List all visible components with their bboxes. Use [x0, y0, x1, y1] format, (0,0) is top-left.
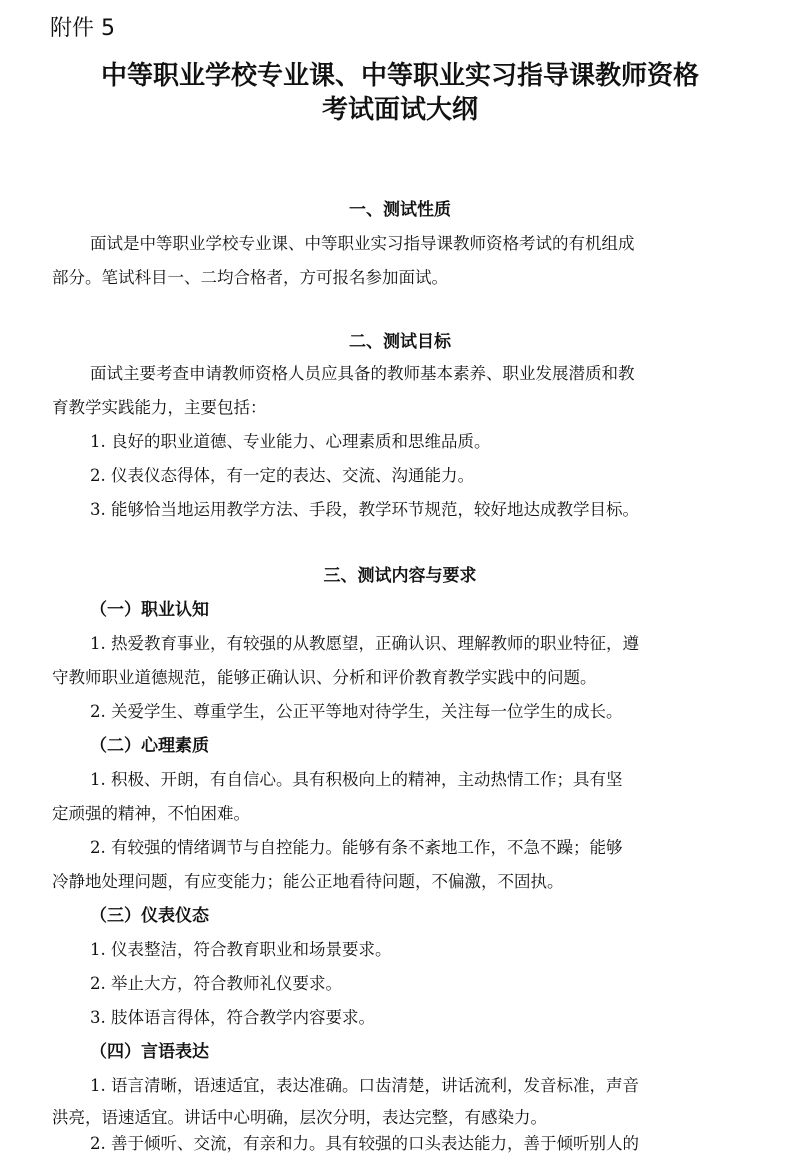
paragraph-line: 洪亮，语速适宜。讲话中心明确，层次分明，表达完整，有感染力。 — [52, 1108, 547, 1127]
paragraph-line: 育教学实践能力，主要包括： — [52, 398, 267, 417]
subsection-heading-appearance: （三）仪表仪态 — [90, 906, 209, 926]
document-title-line-1: 中等职业学校专业课、中等职业实习指导课教师资格 — [100, 61, 699, 91]
subsection-heading-career: （一）职业认知 — [90, 600, 209, 620]
list-item: 1. 仪表整洁，符合教育职业和场景要求。 — [90, 940, 392, 959]
list-item: 2. 举止大方，符合教师礼仪要求。 — [90, 974, 342, 993]
paragraph-line: 定顽强的精神，不怕困难。 — [52, 804, 250, 823]
list-item: 3. 能够恰当地运用教学方法、手段，教学环节规范，较好地达成教学目标。 — [90, 500, 639, 519]
list-item: 3. 肢体语言得体，符合教学内容要求。 — [90, 1008, 375, 1027]
attachment-label: 附件 5 — [50, 16, 115, 41]
section-heading-nature: 一、测试性质 — [349, 200, 451, 220]
subsection-heading-psychology: （二）心理素质 — [90, 736, 209, 756]
document-title-line-2: 考试面试大纲 — [321, 95, 478, 125]
paragraph-line: 部分。笔试科目一、二均合格者，方可报名参加面试。 — [52, 268, 448, 287]
section-heading-content: 三、测试内容与要求 — [323, 566, 477, 586]
paragraph-line: 面试主要考查申请教师资格人员应具备的教师基本素养、职业发展潜质和教 — [90, 364, 635, 383]
list-item: 1. 语言清晰，语速适宜，表达准确。口齿清楚，讲话流利，发音标准，声音 — [90, 1076, 639, 1095]
list-item: 2. 有较强的情绪调节与自控能力。能够有条不紊地工作，不急不躁；能够 — [90, 838, 623, 857]
list-item: 2. 善于倾听、交流，有亲和力。具有较强的口头表达能力，善于倾听别人的 — [90, 1134, 639, 1153]
subsection-heading-speech: （四）言语表达 — [90, 1042, 209, 1062]
list-item: 2. 关爱学生、尊重学生，公正平等地对待学生，关注每一位学生的成长。 — [90, 702, 623, 721]
list-item: 1. 热爱教育事业，有较强的从教愿望，正确认识、理解教师的职业特征，遵 — [90, 634, 639, 653]
paragraph-line: 冷静地处理问题，有应变能力；能公正地看待问题，不偏激，不固执。 — [52, 872, 564, 891]
paragraph-line: 面试是中等职业学校专业课、中等职业实习指导课教师资格考试的有机组成 — [90, 234, 635, 253]
list-item: 1. 积极、开朗，有自信心。具有积极向上的精神，主动热情工作；具有坚 — [90, 770, 623, 789]
list-item: 1. 良好的职业道德、专业能力、心理素质和思维品质。 — [90, 432, 491, 451]
list-item: 2. 仪表仪态得体，有一定的表达、交流、沟通能力。 — [90, 466, 474, 485]
section-heading-objectives: 二、测试目标 — [349, 332, 451, 352]
paragraph-line: 守教师职业道德规范，能够正确认识、分析和评价教育教学实践中的问题。 — [52, 668, 597, 687]
